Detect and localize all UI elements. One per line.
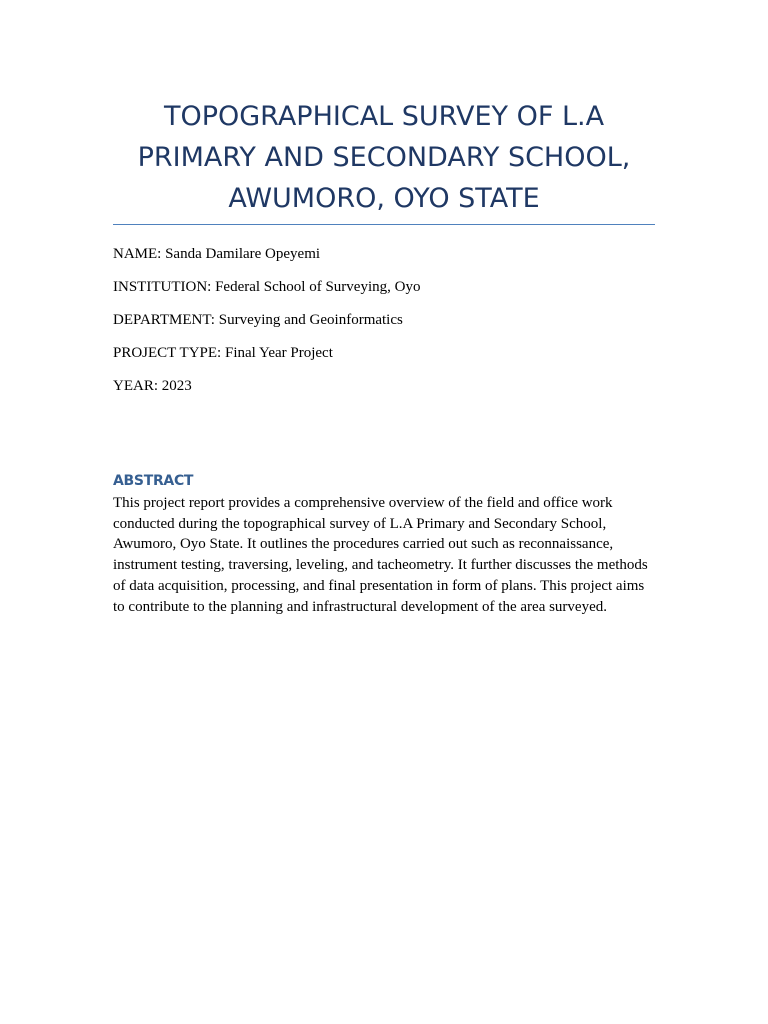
document-page bbox=[113, 96, 655, 617]
document-title: TOPOGRAPHICAL SURVEY OF L.A PRIMARY AND SECONDARY SCHOOL, AWUMORO, OYO STATE bbox=[113, 96, 655, 225]
project-details bbox=[113, 245, 655, 395]
department-line: DEPARTMENT: Surveying and Geoinformatics bbox=[113, 312, 403, 328]
name-line: NAME: Sanda Damilare Opeyemi bbox=[113, 246, 321, 262]
year-line: YEAR: 2023 bbox=[113, 378, 192, 394]
abstract-paragraph: This project report provides a comprehensive overview of the field and office work conducted during the topographical survey of L.A Primary and Secondary School, Awumoro, Oyo State. It outlines the procedures carried out such as reconnaissance, instrument testing, traversing, leveling, and tacheometry. It further discusses the methods of data acquisition, processing, and final presentation in form of plans. This project aims to contribute to the planning and infrastructural development of the area surveyed. bbox=[113, 495, 648, 615]
institution-line: INSTITUTION: Federal School of Surveying, Oyo bbox=[113, 279, 421, 295]
project-type-line: PROJECT TYPE: Final Year Project bbox=[113, 345, 333, 361]
abstract-heading: ABSTRACT bbox=[113, 473, 194, 489]
